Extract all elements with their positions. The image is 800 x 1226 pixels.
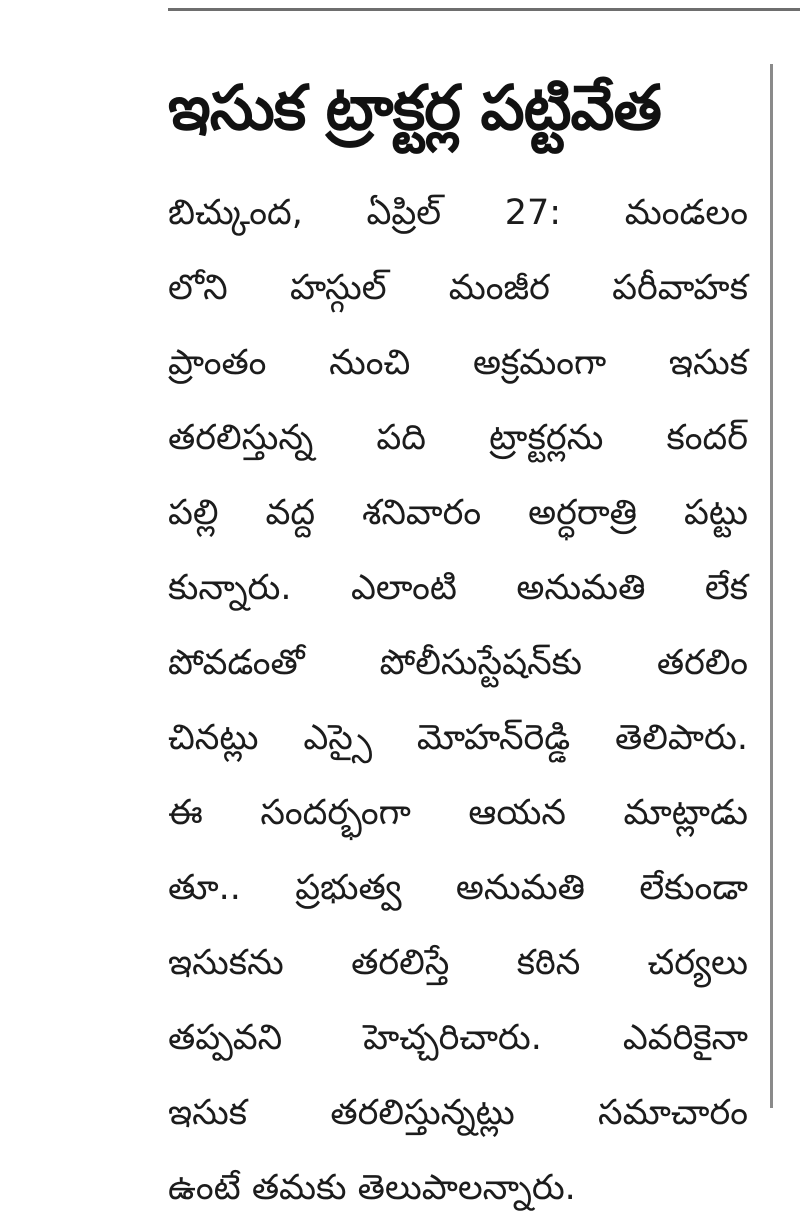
article-line: పోవడంతో పోలీసుస్టేషన్‌కు తరలిం [168,643,748,683]
article-line: తూ.. ప్రభుత్వ అనుమతి లేకుండా [168,868,748,908]
top-divider [168,8,800,11]
article-body [168,176,748,1226]
article-line: ప్రాంతం నుంచి అక్రమంగా ఇసుక [168,343,748,383]
article-line: చినట్లు ఎస్సై మోహన్‌రెడ్డి తెలిపారు. [168,718,748,758]
article-line: ఇసుక తరలిస్తున్నట్లు సమాచారం [168,1093,748,1133]
article-line: ఈ సందర్భంగా ఆయన మాట్లాడు [168,793,748,833]
article-line: పల్లి వద్ద శనివారం అర్ధరాత్రి పట్టు [168,493,748,533]
article-line: తరలిస్తున్న పది ట్రాక్టర్లను కందర్ [168,418,748,458]
column-divider [770,64,773,1108]
article-line: కున్నారు. ఎలాంటి అనుమతి లేక [168,568,748,608]
article-headline: ఇసుక ట్రాక్టర్ల పట్టివేత [168,71,661,144]
article-line: ఇసుకను తరలిస్తే కఠిన చర్యలు [168,943,748,983]
article-line: లోని హస్గుల్ మంజీర పరీవాహక [168,268,748,308]
article-line: ఉంటే తమకు తెలుపాలన్నారు. [168,1168,576,1208]
article-line: తప్పవని హెచ్చరిచారు. ఎవరికైనా [168,1018,748,1058]
article-line: బిచ్కుంద, ఏప్రిల్ 27: మండలం [168,193,748,233]
